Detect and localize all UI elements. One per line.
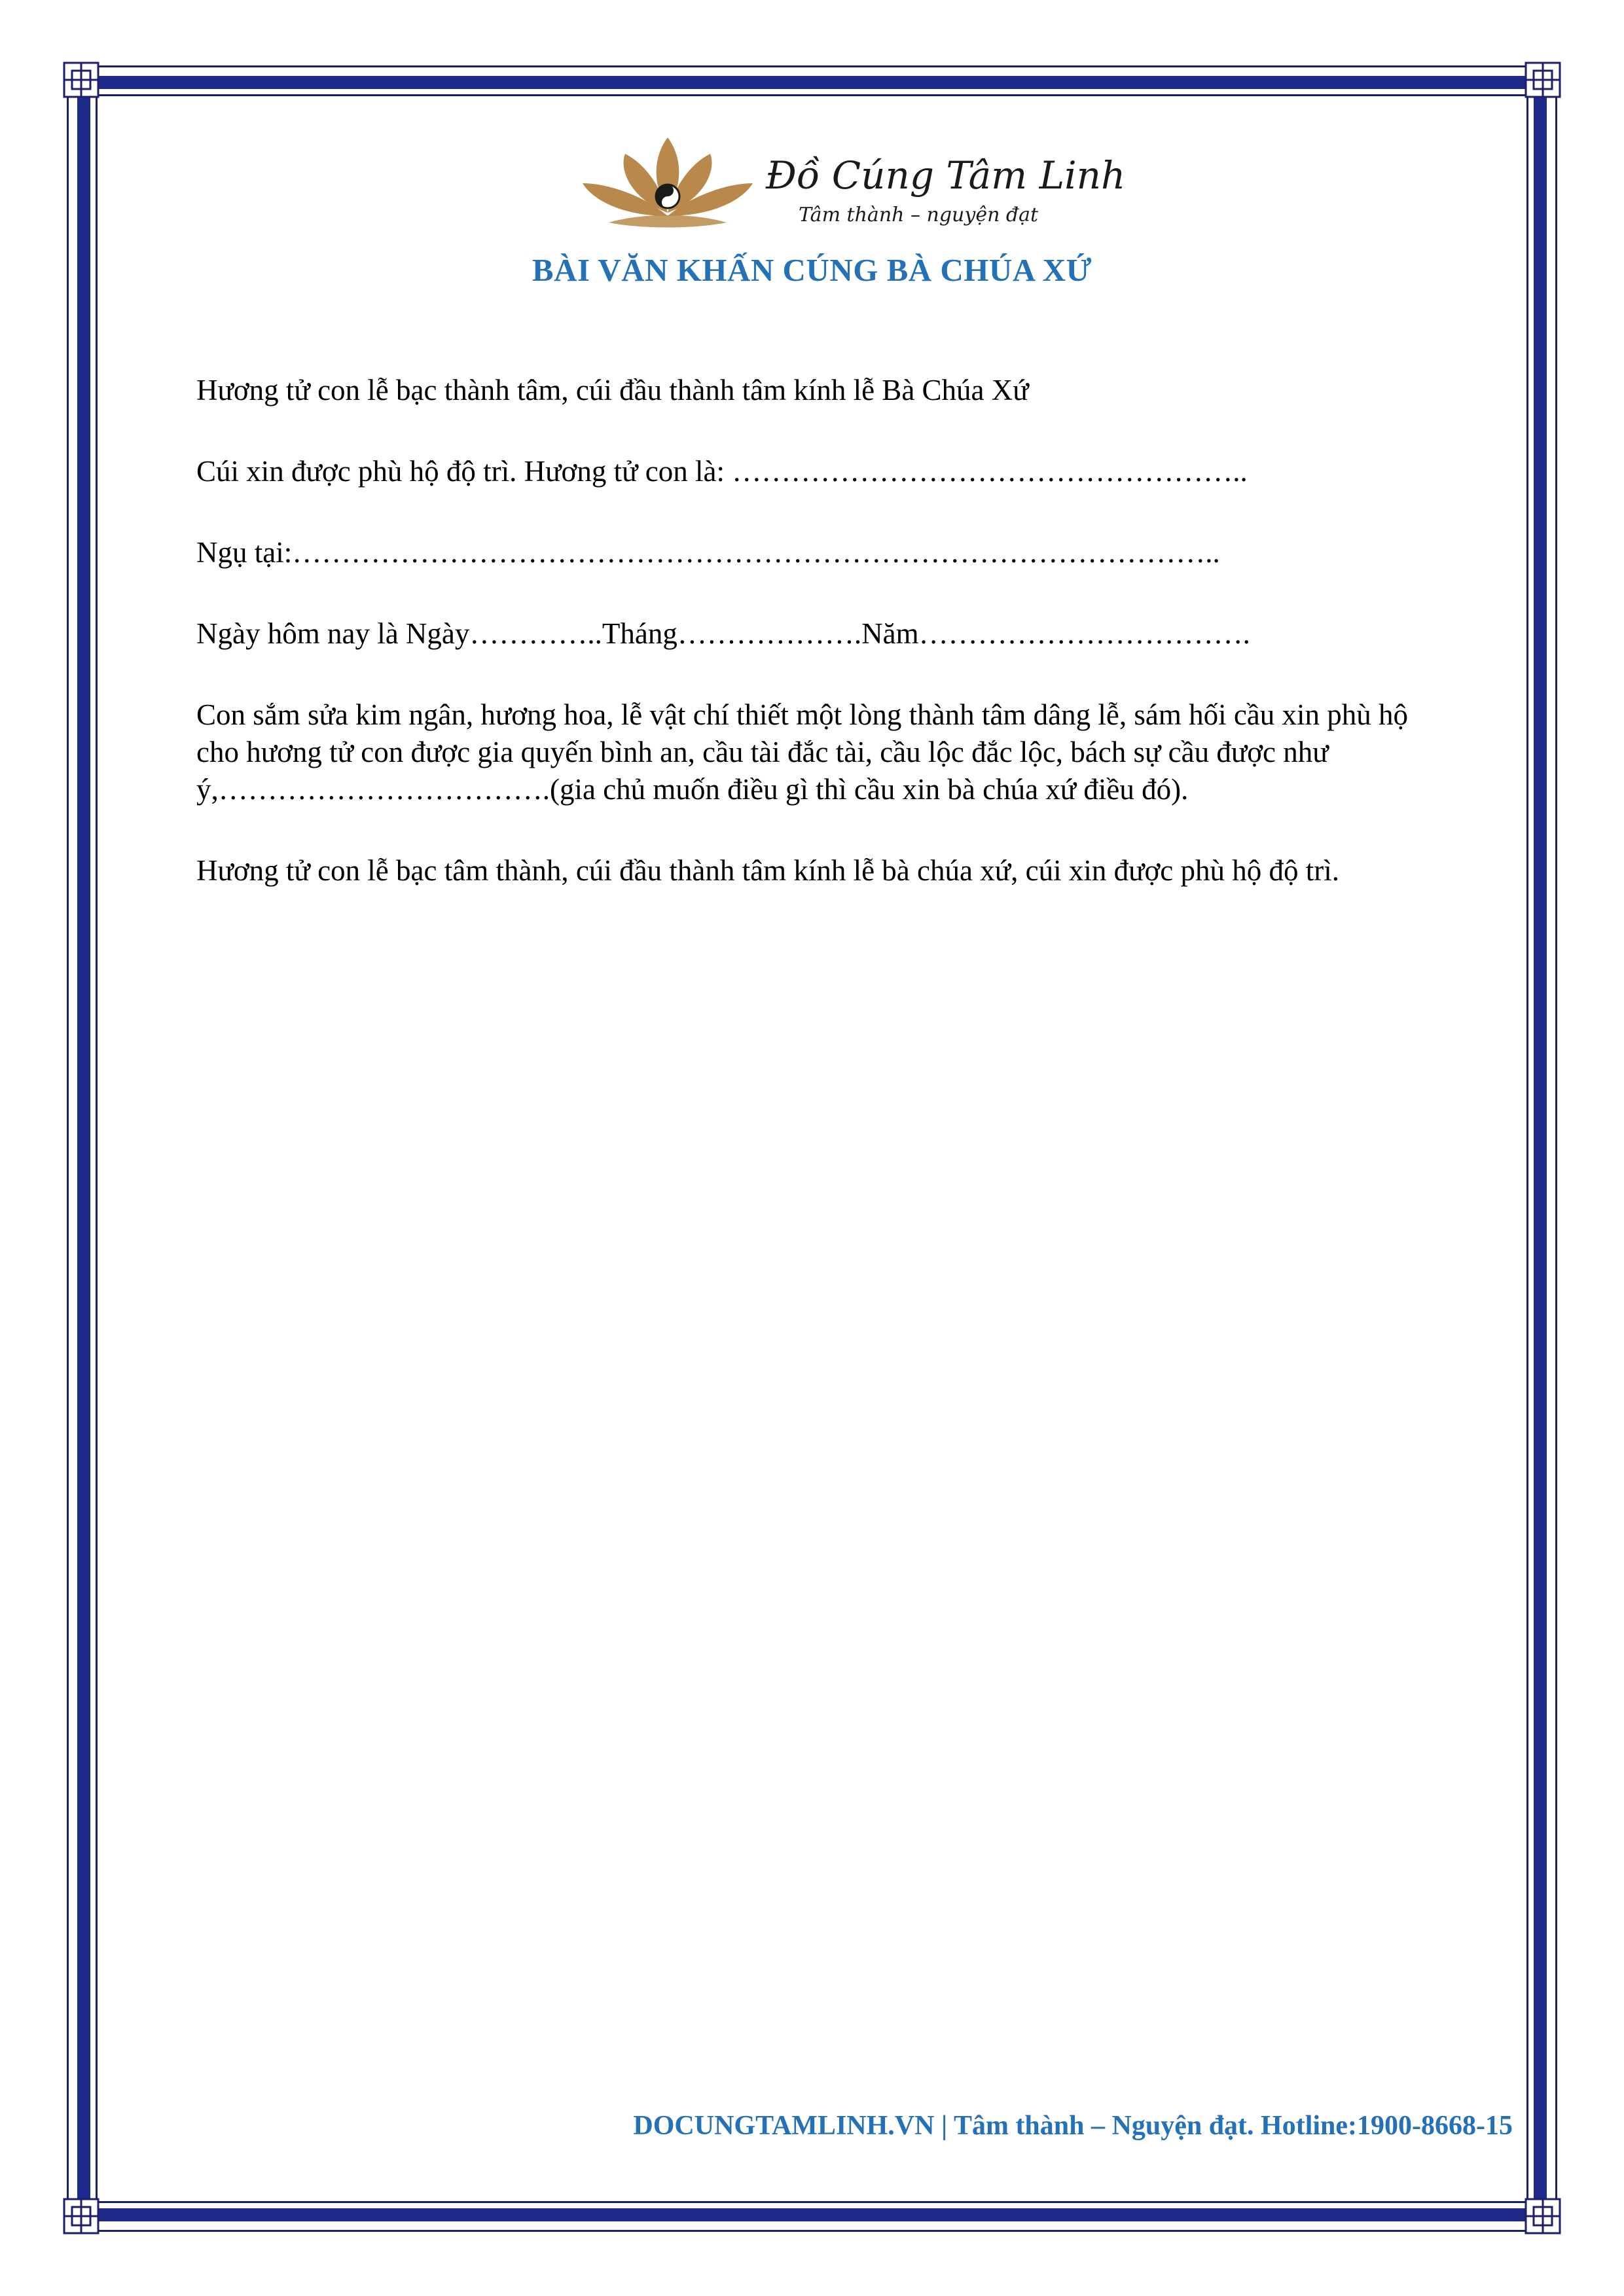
document-title: BÀI VĂN KHẤN CÚNG BÀ CHÚA XỨ bbox=[532, 252, 1092, 288]
corner-ornament-bottom-right bbox=[1525, 2198, 1561, 2234]
svg-text:Đồ Cúng Tâm Linh: Đồ Cúng Tâm Linh bbox=[766, 153, 1126, 198]
brand-logo bbox=[569, 131, 1126, 242]
corner-ornament-bottom-left bbox=[63, 2198, 99, 2234]
page-footer: DOCUNGTAMLINH.VN | Tâm thành – Nguyện đạt. Hotline:1900-8668-15 bbox=[633, 2111, 1513, 2141]
svg-text:Tâm thành – nguyện đạt: Tâm thành – nguyện đạt bbox=[799, 204, 1039, 226]
corner-ornament-top-right bbox=[1525, 62, 1561, 98]
paragraph-2: Cúi xin được phù hộ độ trì. Hương tử con là: …………………………………………….. bbox=[196, 455, 1248, 488]
paragraph-4: Ngày hôm nay là Ngày…………..Tháng……………….Năm……………………………. bbox=[196, 617, 1250, 650]
document-body bbox=[196, 372, 1440, 933]
paragraph-1: Hương tử con lễ bạc thành tâm, cúi đầu thành tâm kính lễ Bà Chúa Xứ bbox=[196, 374, 1029, 406]
corner-ornament-top-left bbox=[63, 62, 99, 98]
paragraph-5: Con sắm sửa kim ngân, hương hoa, lễ vật chí thiết một lòng thành tâm dâng lễ, sám hối cầu xin phù hộ cho hương tử con được gia quyến bình an, cầu tài đắc tài, cầu lộc đắc lộc, bách sự cầu được như ý,…………………………….(gia chủ muốn điều gì thì cầu xin bà chúa xứ điều đó). bbox=[196, 698, 1409, 806]
lotus-logo-icon bbox=[569, 131, 1126, 242]
paragraph-3: Ngụ tại:………………………………………………………………………………….. bbox=[196, 536, 1220, 569]
paragraph-6: Hương tử con lễ bạc tâm thành, cúi đầu thành tâm kính lễ bà chúa xứ, cúi xin được phù hộ độ trì. bbox=[196, 854, 1339, 887]
